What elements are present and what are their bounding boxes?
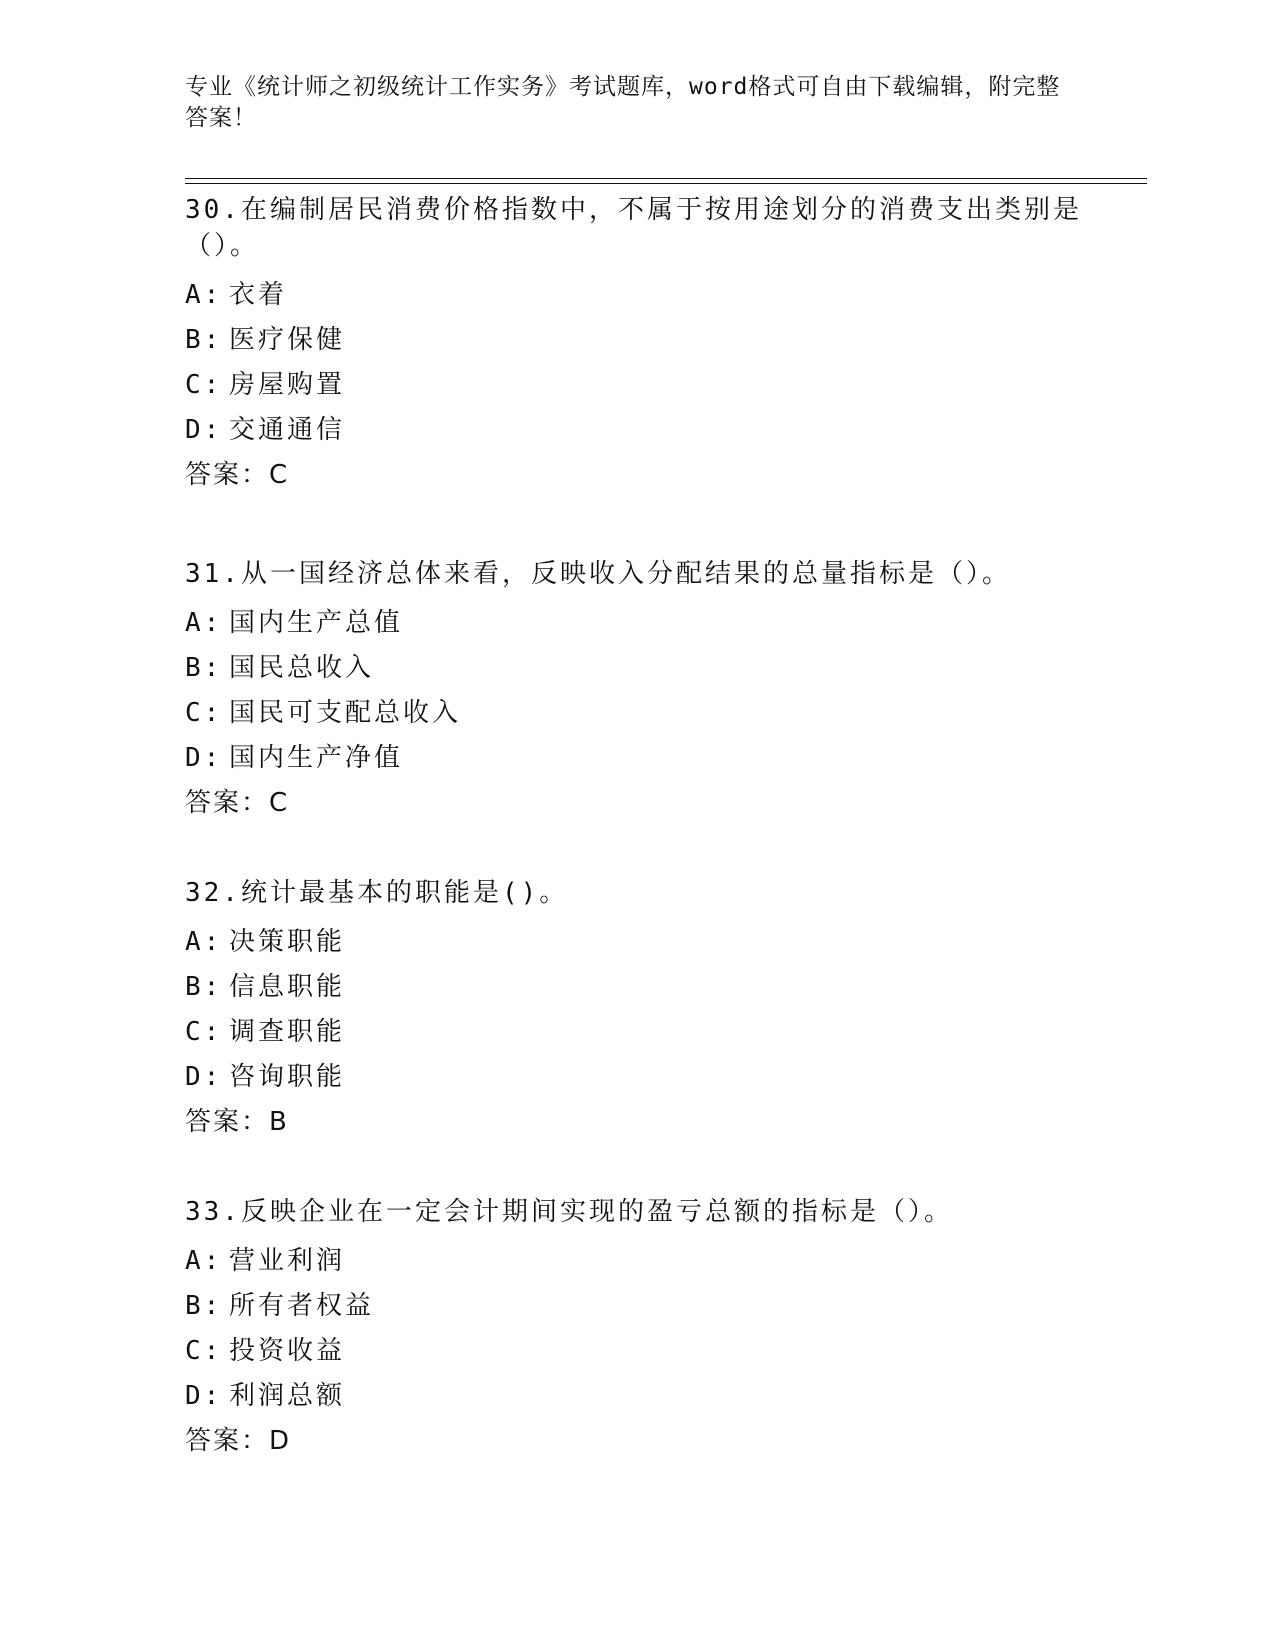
option-c [185,1018,1085,1046]
document-intro: 专业《统计师之初级统计工作实务》考试题库，word格式可自由下载编辑，附完整答案！ [185,74,1061,131]
option-letter: D: [185,743,223,773]
option-letter: A: [185,1246,223,1276]
header-divider-bottom [185,183,1147,184]
question-32 [185,875,1085,1136]
answer-text: 答案：C [185,788,290,818]
question-33 [185,1194,1085,1455]
option-letter: A: [185,608,223,638]
option-d [185,1382,1085,1410]
option-c [185,1337,1085,1365]
option-letter: A: [185,280,223,310]
option-text: 决策职能 [229,927,346,957]
option-letter: D: [185,1062,223,1092]
question-stem: 33.反映企业在一定会计期间实现的盈亏总额的指标是（）。 [185,1197,953,1227]
answer-text: 答案：D [185,1426,292,1456]
option-c [185,371,1085,399]
option-b [185,1292,1085,1320]
option-text: 医疗保健 [229,325,346,355]
option-text: 所有者权益 [229,1291,375,1321]
option-d [185,1063,1085,1091]
option-letter: B: [185,1291,223,1321]
option-text: 调查职能 [229,1017,346,1047]
option-text: 衣着 [229,280,288,310]
option-text: 房屋购置 [229,370,346,400]
option-c [185,699,1085,727]
question-stem: 32.统计最基本的职能是()。 [185,878,569,908]
option-a [185,609,1085,637]
option-text: 信息职能 [229,972,346,1002]
option-letter: B: [185,653,223,683]
question-31 [185,556,1085,817]
option-b [185,654,1085,682]
option-text: 国民总收入 [229,653,375,683]
option-a [185,281,1085,309]
option-text: 利润总额 [229,1381,346,1411]
answer-text: 答案：B [185,1107,289,1137]
question-stem: 31.从一国经济总体来看，反映收入分配结果的总量指标是（）。 [185,559,1011,589]
option-letter: C: [185,1336,223,1366]
option-text: 交通通信 [229,415,346,445]
option-d [185,744,1085,772]
option-letter: B: [185,972,223,1002]
option-letter: C: [185,698,223,728]
option-b [185,973,1085,1001]
option-text: 营业利润 [229,1246,346,1276]
header-divider-top [185,178,1147,179]
option-d [185,416,1085,444]
answer-text: 答案：C [185,460,290,490]
option-text: 咨询职能 [229,1062,346,1092]
option-text: 国民可支配总收入 [229,698,462,728]
option-letter: B: [185,325,223,355]
option-letter: D: [185,415,223,445]
option-text: 国内生产净值 [229,743,404,773]
question-stem: 30.在编制居民消费价格指数中，不属于按用途划分的消费支出类别是（）。 [185,195,1082,261]
option-text: 投资收益 [229,1336,346,1366]
option-a [185,928,1085,956]
option-letter: C: [185,370,223,400]
option-b [185,326,1085,354]
option-letter: D: [185,1381,223,1411]
option-letter: C: [185,1017,223,1047]
option-a [185,1247,1085,1275]
question-30 [185,192,1085,489]
option-letter: A: [185,927,223,957]
option-text: 国内生产总值 [229,608,404,638]
